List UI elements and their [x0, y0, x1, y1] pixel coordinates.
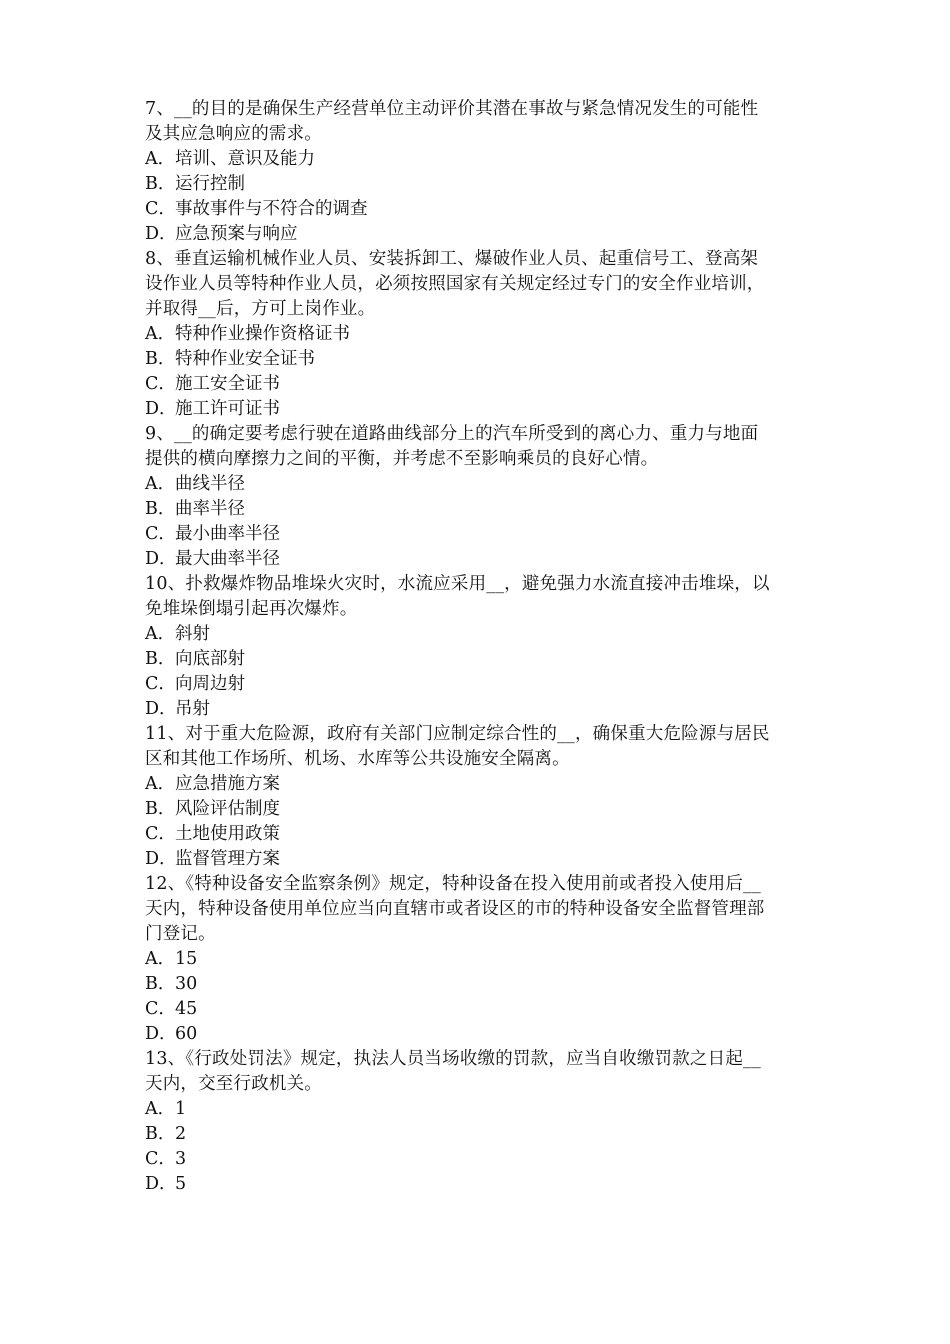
question-9: [145, 422, 815, 572]
option-letter: D．: [145, 699, 177, 719]
option-text: 培训、意识及能力: [175, 149, 315, 169]
option-a: [145, 1097, 815, 1122]
option-text: 应急措施方案: [175, 774, 280, 794]
question-text-line: 区和其他工作场所、机场、水库等公共设施安全隔离。: [145, 749, 570, 769]
option-letter: D．: [145, 549, 177, 569]
option-letter: C．: [145, 199, 176, 219]
option-text: 风险评估制度: [175, 799, 280, 819]
option-letter: C．: [145, 824, 176, 844]
option-text: 2: [175, 1124, 187, 1144]
option-text: 曲线半径: [175, 474, 245, 494]
option-text: 曲率半径: [175, 499, 245, 519]
option-text: 1: [175, 1099, 187, 1119]
option-b: [145, 972, 815, 997]
option-letter: D．: [145, 849, 177, 869]
question-text-line: 天内，交至行政机关。: [145, 1074, 322, 1094]
question-text-line: 7、__的目的是确保生产经营单位主动评价其潜在事故与紧急情况发生的可能性: [145, 99, 759, 119]
option-letter: B．: [145, 174, 176, 194]
option-d: [145, 222, 815, 247]
option-text: 5: [175, 1174, 187, 1194]
option-text: 最小曲率半径: [175, 524, 280, 544]
option-b: [145, 1122, 815, 1147]
option-letter: A．: [145, 624, 176, 644]
question-text-line: 11、对于重大危险源，政府有关部门应制定综合性的__，确保重大危险源与居民: [145, 724, 770, 744]
option-letter: D．: [145, 224, 177, 244]
option-letter: B．: [145, 799, 176, 819]
option-a: [145, 947, 815, 972]
question-11: [145, 722, 815, 872]
option-text: 运行控制: [175, 174, 245, 194]
question-text-line: 门登记。: [145, 924, 216, 944]
option-d: [145, 1022, 815, 1047]
question-text-line: 及其应急响应的需求。: [145, 124, 322, 144]
option-letter: A．: [145, 474, 176, 494]
option-text: 土地使用政策: [175, 824, 280, 844]
option-letter: B．: [145, 649, 176, 669]
option-text: 向底部射: [175, 649, 245, 669]
option-letter: B．: [145, 349, 176, 369]
option-text: 施工安全证书: [175, 374, 280, 394]
question-text-line: 提供的横向摩擦力之间的平衡，并考虑不至影响乘员的良好心情。: [145, 449, 659, 469]
option-c: [145, 372, 815, 397]
option-d: [145, 697, 815, 722]
question-7: [145, 97, 815, 247]
option-text: 监督管理方案: [175, 849, 280, 869]
option-text: 施工许可证书: [175, 399, 280, 419]
option-text: 最大曲率半径: [175, 549, 280, 569]
option-text: 60: [175, 1024, 198, 1044]
option-b: [145, 497, 815, 522]
option-d: [145, 547, 815, 572]
option-letter: D．: [145, 1174, 177, 1194]
option-d: [145, 1172, 815, 1197]
question-text-line: 8、垂直运输机械作业人员、安装拆卸工、爆破作业人员、起重信号工、登高架: [145, 249, 759, 269]
option-letter: A．: [145, 1099, 176, 1119]
option-letter: A．: [145, 324, 176, 344]
option-letter: C．: [145, 524, 176, 544]
option-text: 15: [175, 949, 198, 969]
option-b: [145, 172, 815, 197]
option-letter: C．: [145, 674, 176, 694]
question-13: [145, 1047, 815, 1197]
option-d: [145, 397, 815, 422]
option-a: [145, 322, 815, 347]
option-text: 45: [175, 999, 198, 1019]
option-letter: C．: [145, 374, 176, 394]
option-letter: A．: [145, 774, 176, 794]
question-text-line: 免堆垛倒塌引起再次爆炸。: [145, 599, 358, 619]
question-text-line: 13、《行政处罚法》规定，执法人员当场收缴的罚款，应当自收缴罚款之日起__: [145, 1049, 761, 1069]
option-text: 事故事件与不符合的调查: [175, 199, 368, 219]
option-a: [145, 147, 815, 172]
document-page: [145, 97, 815, 1197]
option-c: [145, 1147, 815, 1172]
question-text-line: 10、扑救爆炸物品堆垛火灾时，水流应采用__，避免强力水流直接冲击堆垛，以: [145, 574, 770, 594]
option-c: [145, 522, 815, 547]
option-letter: D．: [145, 399, 177, 419]
option-letter: C．: [145, 999, 176, 1019]
option-text: 特种作业操作资格证书: [175, 324, 350, 344]
question-text-line: 9、__的确定要考虑行驶在道路曲线部分上的汽车所受到的离心力、重力与地面: [145, 424, 759, 444]
option-text: 特种作业安全证书: [175, 349, 315, 369]
option-text: 吊射: [175, 699, 210, 719]
option-a: [145, 772, 815, 797]
option-a: [145, 472, 815, 497]
option-letter: A．: [145, 949, 176, 969]
option-c: [145, 822, 815, 847]
option-text: 向周边射: [175, 674, 245, 694]
option-text: 30: [175, 974, 198, 994]
option-text: 3: [175, 1149, 187, 1169]
option-c: [145, 197, 815, 222]
question-text-line: 12、《特种设备安全监察条例》规定，特种设备在投入使用前或者投入使用后__: [145, 874, 761, 894]
question-10: [145, 572, 815, 722]
question-text-line: 设作业人员等特种作业人员，必须按照国家有关规定经过专门的安全作业培训，: [145, 274, 765, 294]
option-text: 应急预案与响应: [175, 224, 298, 244]
option-b: [145, 797, 815, 822]
question-text-line: 天内，特种设备使用单位应当向直辖市或者设区的市的特种设备安全监督管理部: [145, 899, 765, 919]
option-letter: D．: [145, 1024, 177, 1044]
option-c: [145, 672, 815, 697]
option-letter: B．: [145, 1124, 176, 1144]
question-text-line: 并取得__后，方可上岗作业。: [145, 299, 376, 319]
option-letter: B．: [145, 974, 176, 994]
option-text: 斜射: [175, 624, 210, 644]
question-12: [145, 872, 815, 1047]
option-d: [145, 847, 815, 872]
option-letter: B．: [145, 499, 176, 519]
option-c: [145, 997, 815, 1022]
option-letter: A．: [145, 149, 176, 169]
option-b: [145, 647, 815, 672]
question-8: [145, 247, 815, 422]
option-b: [145, 347, 815, 372]
option-a: [145, 622, 815, 647]
option-letter: C．: [145, 1149, 176, 1169]
